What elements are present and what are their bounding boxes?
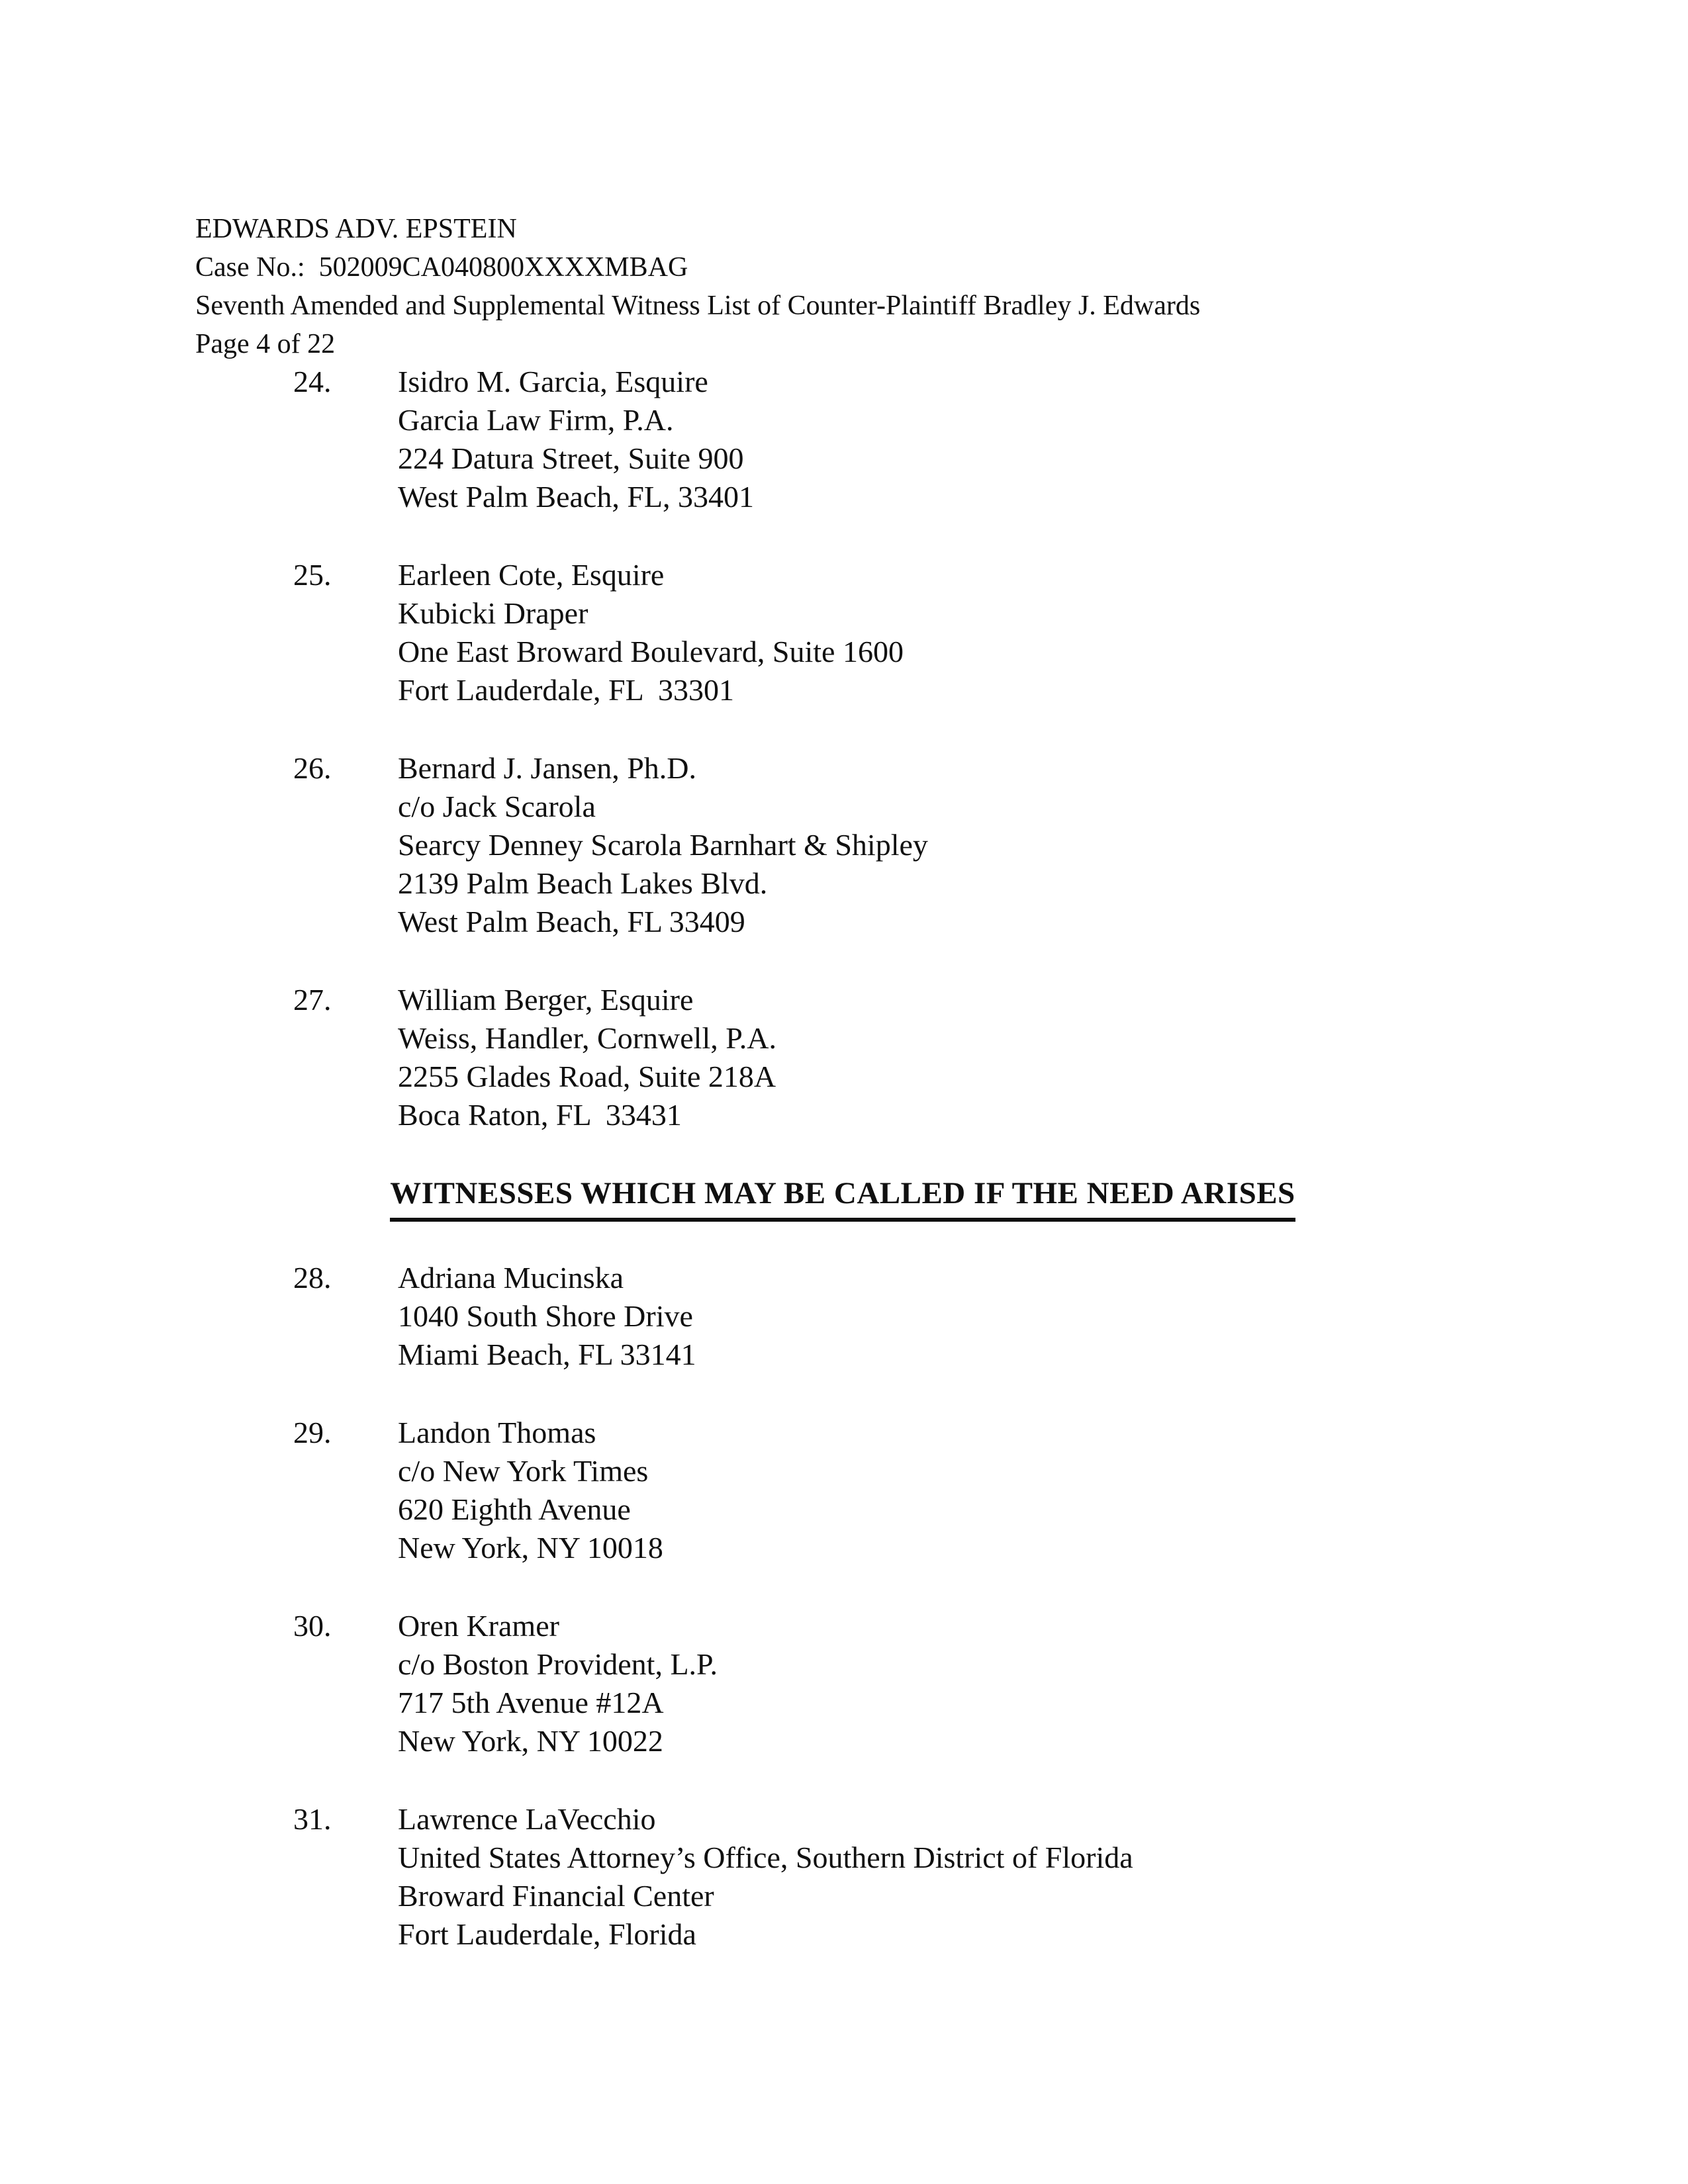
witness-line: Fort Lauderdale, Florida <box>398 1917 696 1951</box>
witness-line: Garcia Law Firm, P.A. <box>398 403 674 437</box>
witness-line: c/o Jack Scarola <box>398 790 596 823</box>
witness-address-block <box>398 981 776 1134</box>
witness-line: Lawrence LaVecchio <box>398 1802 656 1836</box>
witness-line: Miami Beach, FL 33141 <box>398 1338 696 1371</box>
witness-line: 717 5th Avenue #12A <box>398 1686 664 1719</box>
witness-line: Boca Raton, FL 33431 <box>398 1098 682 1132</box>
witness-line: Broward Financial Center <box>398 1879 714 1913</box>
witness-entry <box>293 981 1419 1134</box>
witness-line: Oren Kramer <box>398 1609 559 1643</box>
section-heading-wrap <box>293 1174 1392 1222</box>
witness-line: Weiss, Handler, Cornwell, P.A. <box>398 1021 776 1055</box>
witness-number: 24. <box>293 365 332 398</box>
witness-entry <box>293 749 1419 941</box>
page-number-line: Page 4 of 22 <box>195 329 336 359</box>
witness-line: c/o New York Times <box>398 1454 649 1488</box>
witness-line: Adriana Mucinska <box>398 1261 624 1295</box>
witness-line: Earleen Cote, Esquire <box>398 558 665 592</box>
document-header <box>195 210 1200 363</box>
witness-line: United States Attorney’s Office, Southern District of Florida <box>398 1841 1133 1874</box>
witness-group-may-be-called <box>293 1259 1419 1954</box>
witness-line: West Palm Beach, FL 33409 <box>398 905 745 938</box>
witness-line: West Palm Beach, FL, 33401 <box>398 480 755 514</box>
witness-entry <box>293 1259 1419 1374</box>
witness-number: 29. <box>293 1416 332 1449</box>
party-caption: EDWARDS ADV. EPSTEIN <box>195 214 517 244</box>
witness-line: Fort Lauderdale, FL 33301 <box>398 673 735 707</box>
section-heading: WITNESSES WHICH MAY BE CALLED IF THE NEED ARISES <box>390 1174 1295 1222</box>
witness-line: New York, NY 10022 <box>398 1724 663 1758</box>
witness-address-block <box>398 556 904 709</box>
witness-line: Bernard J. Jansen, Ph.D. <box>398 751 696 785</box>
witness-line: 620 Eighth Avenue <box>398 1492 631 1526</box>
witness-address-block <box>398 1414 663 1567</box>
witness-entry <box>293 556 1419 709</box>
witness-line: Landon Thomas <box>398 1416 596 1449</box>
witness-number: 26. <box>293 751 332 785</box>
witness-entry <box>293 363 1419 516</box>
witness-line: 224 Datura Street, Suite 900 <box>398 441 744 475</box>
witness-entry <box>293 1607 1419 1760</box>
witness-group-continued <box>293 363 1419 1134</box>
witness-number: 27. <box>293 983 332 1017</box>
witness-number: 31. <box>293 1802 332 1836</box>
witness-address-block <box>398 363 754 516</box>
witness-number: 28. <box>293 1261 332 1295</box>
witness-line: Kubicki Draper <box>398 596 588 630</box>
witness-number: 25. <box>293 558 332 592</box>
document-title-line: Seventh Amended and Supplemental Witness List of Counter-Plaintiff Bradley J. Edwards <box>195 291 1201 321</box>
witness-address-block <box>398 1607 718 1760</box>
witness-list-body <box>293 363 1419 1993</box>
witness-address-block <box>398 1800 1133 1954</box>
witness-entry <box>293 1800 1419 1954</box>
witness-line: 2139 Palm Beach Lakes Blvd. <box>398 866 768 900</box>
witness-line: 2255 Glades Road, Suite 218A <box>398 1060 776 1093</box>
witness-line: Searcy Denney Scarola Barnhart & Shipley <box>398 828 928 862</box>
witness-line: 1040 South Shore Drive <box>398 1299 693 1333</box>
witness-line: Isidro M. Garcia, Esquire <box>398 365 708 398</box>
witness-entry <box>293 1414 1419 1567</box>
witness-line: One East Broward Boulevard, Suite 1600 <box>398 635 904 668</box>
witness-address-block <box>398 1259 696 1374</box>
witness-line: c/o Boston Provident, L.P. <box>398 1647 718 1681</box>
witness-line: William Berger, Esquire <box>398 983 694 1017</box>
witness-address-block <box>398 749 928 941</box>
witness-line: New York, NY 10018 <box>398 1531 663 1565</box>
case-number-line: Case No.: 502009CA040800XXXXMBAG <box>195 252 688 283</box>
witness-number: 30. <box>293 1609 332 1643</box>
